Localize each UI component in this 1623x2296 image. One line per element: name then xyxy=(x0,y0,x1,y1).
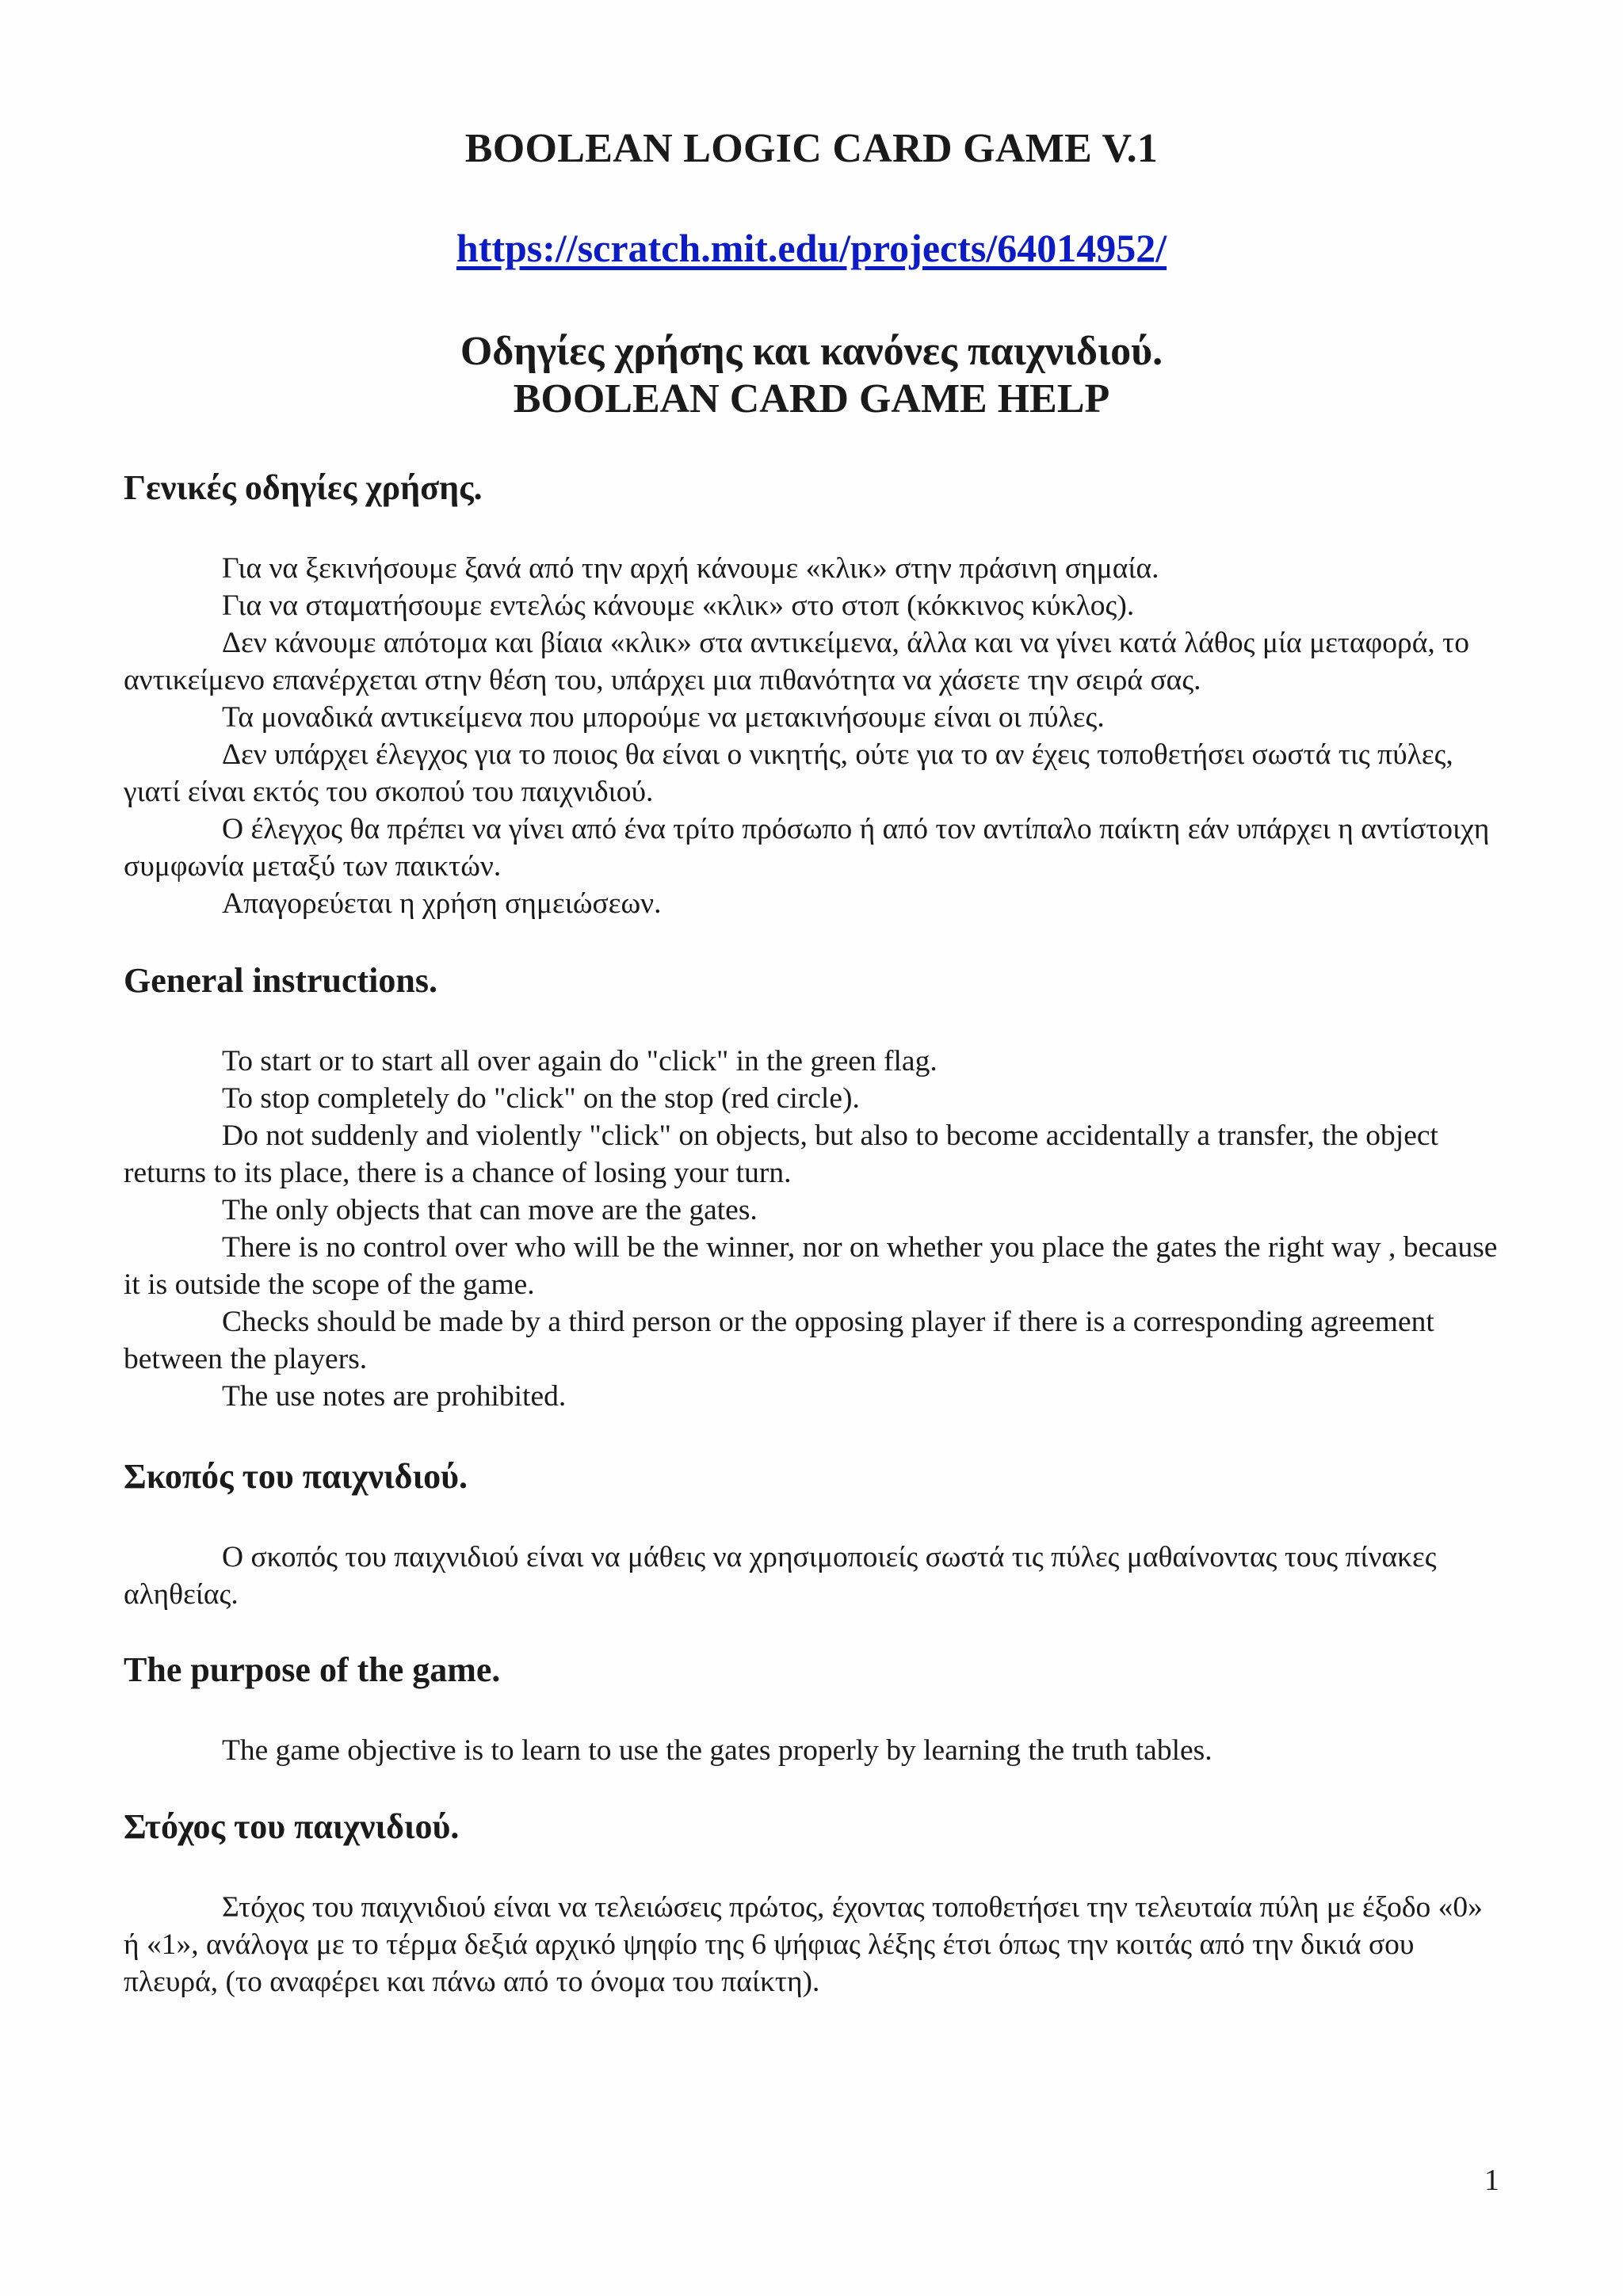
paragraph: Δεν υπάρχει έλεγχος για το ποιος θα είναι ο νικητής, ούτε για το αν έχεις τοποθετήσει σωστά τις πύλες, γιατί είναι εκτός του σκοπού του παιχνιδιού. xyxy=(124,738,1453,808)
section-goal-greek xyxy=(124,1806,1503,2000)
page-number: 1 xyxy=(1484,2164,1499,2197)
paragraph: There is no control over who will be the winner, nor on whether you place the gates the right way , because it is outside the scope of the game. xyxy=(124,1231,1498,1301)
paragraph: To stop completely do "click" on the stop (red circle). xyxy=(222,1082,860,1115)
section-body xyxy=(124,550,1503,922)
section-general-english xyxy=(124,960,1503,1415)
paragraph: To start or to start all over again do "click" in the green flag. xyxy=(222,1045,938,1077)
paragraph: The only objects that can move are the gates. xyxy=(222,1194,758,1226)
section-body xyxy=(124,1732,1503,1769)
section-purpose-english xyxy=(124,1650,1503,1769)
paragraph: The use notes are prohibited. xyxy=(222,1380,567,1413)
paragraph: Ο σκοπός του παιχνιδιού είναι να μάθεις να χρησιμοποιείς σωστά τις πύλες μαθαίνοντας τους πίνακες αληθείας. xyxy=(124,1541,1437,1611)
section-general-greek xyxy=(124,467,1503,922)
paragraph: Checks should be made by a third person or the opposing player if there is a corresponding agreement between the players. xyxy=(124,1306,1434,1375)
paragraph: Για να σταματήσουμε εντελώς κάνουμε «κλικ» στο στοπ (κόκκινος κύκλος). xyxy=(222,589,1135,622)
paragraph: Στόχος του παιχνιδιού είναι να τελειώσεις πρώτος, έχοντας τοποθετήσει την τελευταία πύλη με έξοδο «0» ή «1», ανάλογα με το τέρμα δεξιά αρχικό ψηφίο της 6 ψήφιας λέξης έτσι όπως την κοιτάς από την δικιά σου πλευρά, (το αναφέρει και πάνω από το όνομα του παίκτη). xyxy=(124,1891,1483,1998)
section-body xyxy=(124,1043,1503,1415)
section-heading: Στόχος του παιχνιδιού. xyxy=(124,1807,460,1846)
section-body xyxy=(124,1889,1503,2000)
section-heading: Γενικές οδηγίες χρήσης. xyxy=(124,468,483,507)
subtitle-block xyxy=(0,328,1623,423)
paragraph: Τα μοναδικά αντικείμενα που μπορούμε να μετακινήσουμε είναι οι πύλες. xyxy=(222,701,1105,734)
paragraph: Ο έλεγχος θα πρέπει να γίνει από ένα τρίτο πρόσωπο ή από τον αντίπαλο παίκτη εάν υπάρχει η αντίστοιχη συμφωνία μεταξύ των παικτών. xyxy=(124,813,1490,883)
document-title: BOOLEAN LOGIC CARD GAME V.1 xyxy=(464,126,1159,171)
paragraph: The game objective is to learn to use the gates properly by learning the truth tables. xyxy=(222,1734,1212,1767)
paragraph: Δεν κάνουμε απότομα και βίαια «κλικ» στα αντικείμενα, άλλα και να γίνει κατά λάθος μία μεταφορά, το αντικείμενο επανέρχεται στην θέση του, υπάρχει μια πιθανότητα να χάσετε την σειρά σας. xyxy=(124,627,1469,696)
subtitle-greek: Οδηγίες χρήσης και κανόνες παιχνιδιού. xyxy=(460,329,1163,374)
project-link[interactable]: https://scratch.mit.edu/projects/64014952/ xyxy=(456,226,1167,270)
project-link-container xyxy=(0,225,1623,271)
subtitle-english: BOOLEAN CARD GAME HELP xyxy=(513,376,1110,421)
paragraph: Απαγορεύεται η χρήση σημειώσεων. xyxy=(222,887,662,920)
paragraph: Do not suddenly and violently "click" on objects, but also to become accidentally a transfer, the object returns to its place, there is a chance of losing your turn. xyxy=(124,1119,1438,1189)
section-purpose-greek xyxy=(124,1456,1503,1613)
section-heading: Σκοπός του παιχνιδιού. xyxy=(124,1457,468,1496)
section-heading: General instructions. xyxy=(124,961,437,1000)
paragraph: Για να ξεκινήσουμε ξανά από την αρχή κάνουμε «κλικ» στην πράσινη σημαία. xyxy=(222,552,1159,585)
section-body xyxy=(124,1539,1503,1613)
section-heading: The purpose of the game. xyxy=(124,1650,501,1689)
